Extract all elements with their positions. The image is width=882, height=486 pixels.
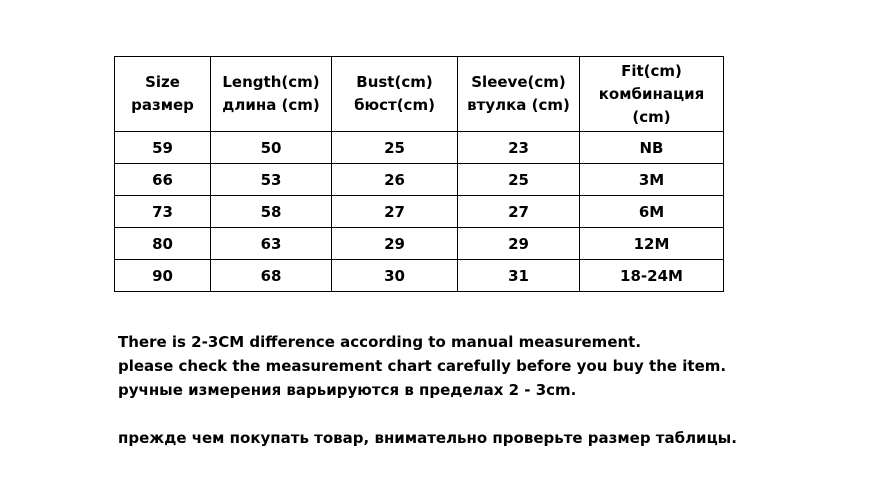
cell-bust: 26 [332,164,458,196]
note-ru-measurement: ручные измерения варьируются в пределах 2 - 3cm. [118,381,577,399]
cell-sleeve: 31 [458,260,580,292]
cell-fit: 18-24M [580,260,724,292]
note-ru-check-size: прежде чем покупать товар, внимательно проверьте размер таблицы. [118,429,737,447]
cell-size: 66 [115,164,211,196]
cell-bust: 30 [332,260,458,292]
header-size [115,57,211,132]
header-fit-unit: (cm) [632,107,671,126]
cell-size: 73 [115,196,211,228]
header-length-en: Length(cm) [222,73,320,91]
cell-length: 53 [211,164,332,196]
cell-length: 63 [211,228,332,260]
header-fit [580,57,724,132]
header-length-ru: длина (cm) [222,96,320,114]
cell-fit: 12M [580,228,724,260]
table-row [115,228,724,260]
table-row [115,196,724,228]
table-row [115,132,724,164]
cell-size: 80 [115,228,211,260]
header-size-ru: размер [131,96,194,114]
notes-spacer [118,402,737,426]
cell-sleeve: 25 [458,164,580,196]
cell-length: 68 [211,260,332,292]
header-size-en: Size [145,73,180,91]
header-sleeve-en: Sleeve(cm) [471,73,566,91]
cell-sleeve: 23 [458,132,580,164]
measurement-notes [118,330,737,450]
header-sleeve-ru: втулка (cm) [467,96,570,114]
cell-fit: NB [580,132,724,164]
cell-length: 58 [211,196,332,228]
note-difference: There is 2-3CM difference according to manual measurement. [118,333,642,351]
table-row [115,260,724,292]
cell-bust: 27 [332,196,458,228]
cell-sleeve: 29 [458,228,580,260]
header-bust-en: Bust(cm) [356,73,433,91]
cell-length: 50 [211,132,332,164]
table-header-row [115,57,724,132]
header-bust-ru: бюст(cm) [354,96,435,114]
size-chart-table [114,56,724,292]
cell-fit: 3M [580,164,724,196]
header-sleeve [458,57,580,132]
cell-fit: 6M [580,196,724,228]
header-fit-en: Fit(cm) [621,61,682,80]
cell-bust: 29 [332,228,458,260]
cell-size: 59 [115,132,211,164]
header-bust [332,57,458,132]
cell-bust: 25 [332,132,458,164]
table-row [115,164,724,196]
header-fit-ru: комбинация [598,84,705,103]
note-check-chart: please check the measurement chart carefully before you buy the item. [118,357,727,375]
header-length [211,57,332,132]
cell-size: 90 [115,260,211,292]
cell-sleeve: 27 [458,196,580,228]
